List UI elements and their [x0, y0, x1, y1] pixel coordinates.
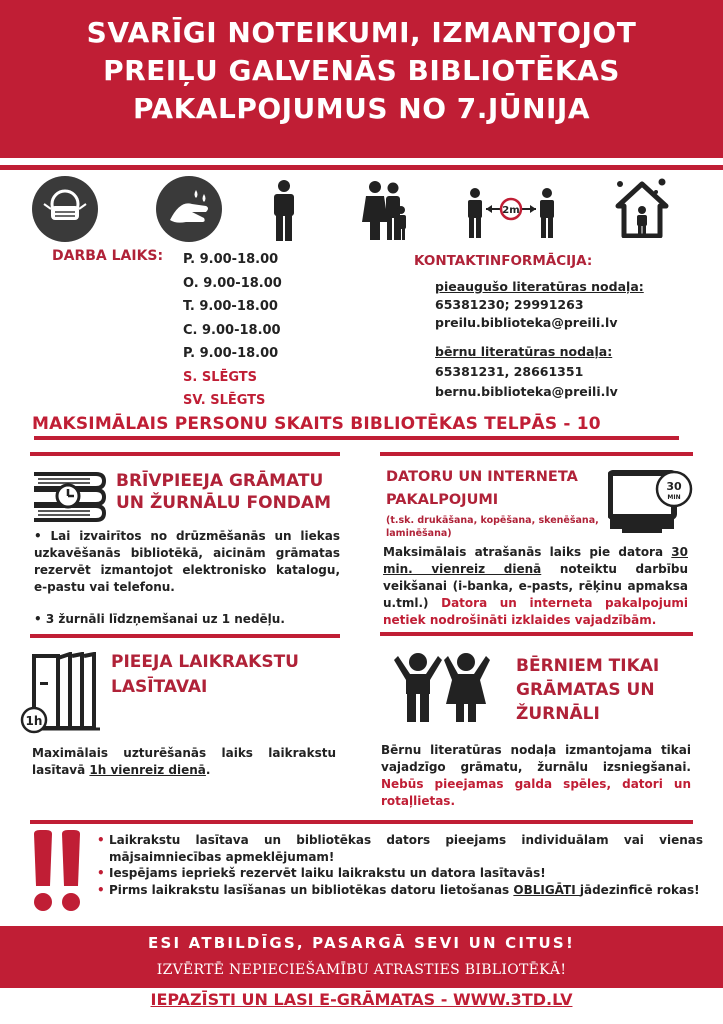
- list-item: • Laikrakstu lasītava un bibliotēkas dators pieejams individuālam vai vienas mājsaimniecības apmeklējumam!: [97, 832, 703, 865]
- books-bullet: • 3 žurnāli līdzņemšanai uz 1 nedēļu.: [34, 612, 285, 626]
- contact-adult: [435, 278, 644, 332]
- timer-unit: MIN: [667, 494, 681, 501]
- title-line: LASĪTAVAI: [111, 677, 208, 697]
- notes-list: [97, 832, 703, 898]
- children-icon: [394, 652, 492, 728]
- adult-dept-label: pieaugušo literatūras nodaļa:: [435, 279, 644, 294]
- header-divider: [0, 165, 723, 170]
- contact-title: KONTAKTINFORMĀCIJA:: [414, 253, 593, 269]
- hours-row-closed: SV. SLĒGTS: [183, 393, 266, 408]
- working-hours-list: [183, 248, 282, 413]
- title-line: SVARĪGI NOTEIKUMI, IZMANTOJOT: [86, 16, 637, 49]
- children-section-title: [516, 654, 659, 726]
- title-line: GRĀMATAS UN: [516, 680, 655, 700]
- person-icon: [271, 180, 297, 246]
- page-title: [20, 14, 703, 128]
- computers-note: (t.sk. drukāšana, kopēšana, skenēšana, laminēšana): [386, 515, 599, 539]
- distance-2m-icon: [466, 188, 556, 244]
- books-clock-icon: [30, 468, 110, 526]
- max-persons-heading: MAKSIMĀLAIS PERSONU SKAITS BIBLIOTĒKAS TELPĀS - 10: [32, 414, 601, 434]
- text-part: Maksimālais atrašanās laiks pie datora: [383, 545, 672, 559]
- working-hours-label: DARBA LAIKS:: [52, 248, 164, 264]
- list-item: [97, 882, 703, 899]
- books-bullet-text: Lai izvairītos no drūzmēšanās un liekas uzkavēšanās bibliotēkā, aicinām grāmatas rezervēt izmantojot elektronisko katalogu, e-pastu vai telefonu.: [34, 529, 340, 594]
- text-part: 30 min. vienreiz dienā: [383, 545, 688, 576]
- text-part: Pirms laikrakstu lasīšanas un bibliotēkas datoru lietošanas: [109, 882, 514, 897]
- stay-home-icon: [612, 176, 672, 242]
- text-part: .: [205, 763, 211, 777]
- exclamation-icon: [32, 830, 84, 918]
- books-section-title: [116, 470, 331, 514]
- footer-advice: IZVĒRTĒ NEPIECIEŠAMĪBU ATRASTIES BIBLIOTĒKĀ!: [156, 962, 567, 978]
- hours-row: O. 9.00-18.00: [183, 275, 282, 291]
- title-line: ŽURNĀLI: [516, 704, 600, 724]
- title-line: DATORU UN INTERNETA: [386, 469, 578, 485]
- contact-kids: [435, 343, 618, 401]
- title-line: UN ŽURNĀLU FONDAM: [116, 493, 331, 513]
- computer-timer-icon: [608, 465, 698, 541]
- kids-phones: 65381231, 28661351: [435, 364, 584, 379]
- hours-row: C. 9.00-18.00: [183, 322, 281, 338]
- children-text: [381, 742, 691, 810]
- text-part-red: Nebūs pieejamas galda spēles, datori un rotaļlietas.: [381, 777, 691, 808]
- hours-row: P. 9.00-18.00: [183, 252, 279, 267]
- mask-icon: [32, 176, 98, 242]
- distance-label: 2m: [502, 205, 520, 216]
- text-part: OBLIGĀTI: [513, 882, 580, 897]
- books-bullet: • Lai izvairītos no drūzmēšanās un liekas uzkavēšanās bibliotēkā, aicinām grāmatas rezervēt izmantojot elektronisko katalogu, e-pastu vai telefonu.: [34, 529, 340, 594]
- computers-section-title: [386, 466, 578, 512]
- newspapers-section-title: [111, 650, 299, 700]
- hand-wash-icon: [156, 176, 222, 242]
- kids-dept-label: bērnu literatūras nodaļa:: [435, 344, 613, 359]
- section-divider: [30, 634, 340, 638]
- list-item: • Iespējams iepriekš rezervēt laiku laikrakstu un datora lasītavās!: [97, 865, 703, 882]
- text-part: 1h vienreiz dienā: [89, 763, 206, 777]
- text-part: Maximālais uzturēšanās laiks laikrakstu lasītavā: [32, 746, 336, 777]
- newspaper-door-icon: [20, 652, 106, 738]
- hours-row-closed: S. SLĒGTS: [183, 369, 258, 385]
- section-divider: [380, 452, 693, 456]
- max-persons-underline: [34, 436, 679, 440]
- text-part-red: Datora un interneta pakalpojumi netiek nodrošināti izklaides vajadzībām.: [383, 596, 688, 627]
- hours-row: T. 9.00-18.00: [183, 299, 278, 314]
- section-divider: [380, 632, 693, 636]
- title-line: BĒRNIEM TIKAI: [516, 656, 660, 676]
- footer-ebooks-link[interactable]: IEPAZĪSTI UN LASI E-GRĀMATAS - WWW.3TD.LV: [150, 990, 573, 1009]
- family-icon: [362, 180, 408, 246]
- section-divider: [30, 820, 693, 824]
- title-line: PAKALPOJUMI: [386, 492, 499, 508]
- kids-email[interactable]: bernu.biblioteka@preili.lv: [435, 384, 618, 399]
- time-limit-label: 1h: [25, 714, 43, 728]
- section-divider: [30, 452, 340, 456]
- title-line: PREIĻU GALVENĀS BIBLIOTĒKAS: [103, 54, 620, 87]
- title-line: BRĪVPIEEJA GRĀMATU: [116, 471, 324, 491]
- title-line: PAKALPOJUMUS NO 7.JŪNIJA: [132, 92, 591, 125]
- adult-phones: 65381230; 29991263: [435, 297, 584, 312]
- hours-row: P. 9.00-18.00: [183, 346, 279, 361]
- books-bullet-text: 3 žurnāli līdzņemšanai uz 1 nedēļu.: [45, 612, 285, 626]
- title-line: PIEEJA LAIKRAKSTU: [111, 652, 299, 672]
- footer-slogan: ESI ATBILDĪGS, PASARGĀ SEVI UN CITUS!: [148, 934, 575, 952]
- text-part: Bērnu literatūras nodaļa izmantojama tikai vajadzīgo grāmatu, žurnālu izsniegšanai.: [381, 743, 691, 774]
- newspapers-text: [32, 745, 336, 779]
- text-part: noteiktu darbību veikšanai (i-banka, e-pasts, rēķinu apmaksa u.tml.): [383, 562, 688, 610]
- computers-text: [383, 544, 688, 629]
- timer-number: 30: [666, 480, 682, 493]
- adult-email[interactable]: preilu.biblioteka@preili.lv: [435, 315, 618, 330]
- text-part: jādezinficē rokas!: [579, 882, 700, 897]
